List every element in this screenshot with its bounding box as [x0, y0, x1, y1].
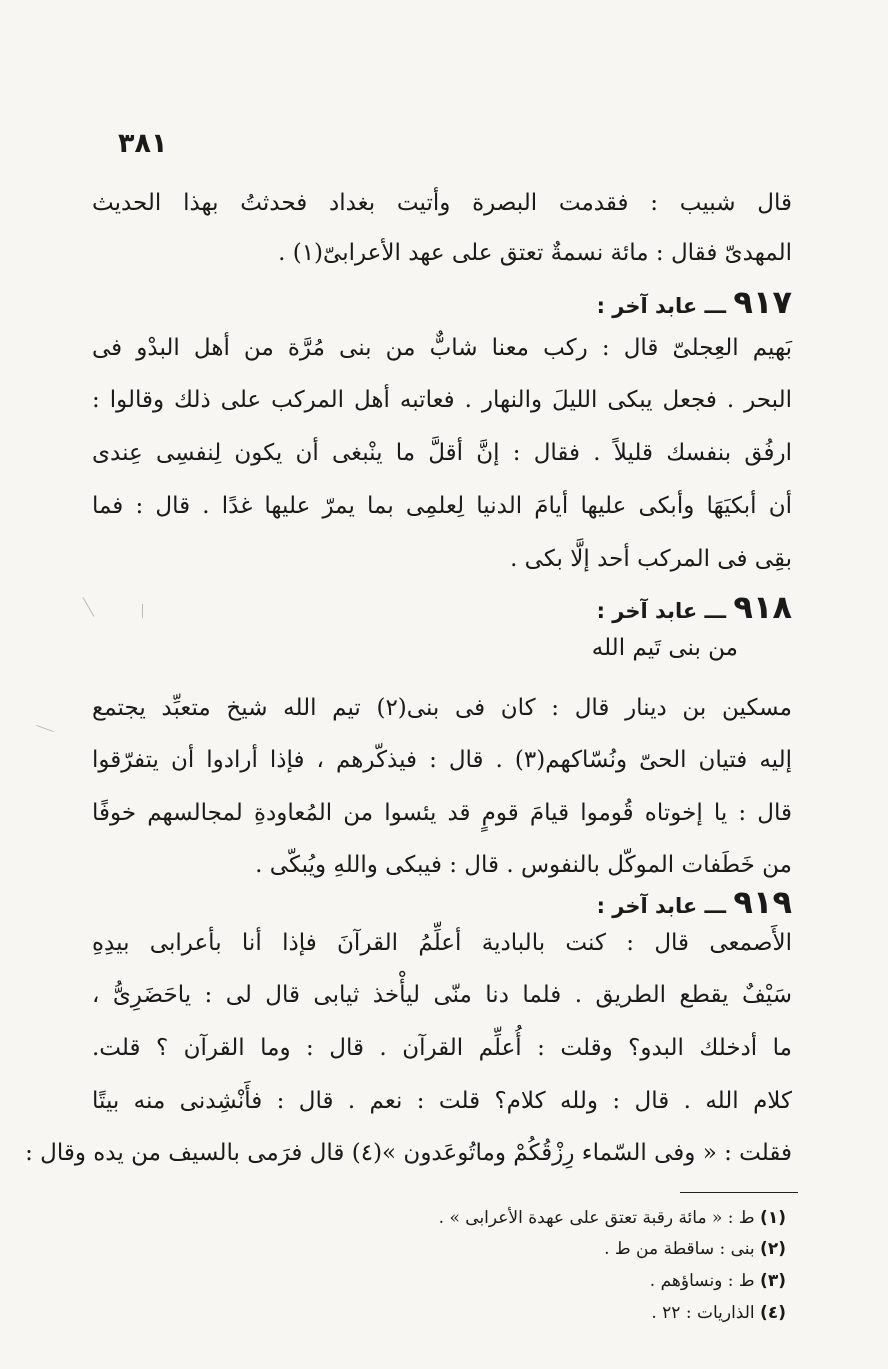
text-line: أن أبكيَهَا وأبكى عليها أيامَ الدنيا لِعلمِى بما يمرّ عليها غدًا . قال : فما	[92, 493, 792, 519]
text-line: الأَصمعى قال : كنت بالبادية أعلِّمُ القرآنَ فإذا أنا بأعرابى بيدِهِ	[92, 930, 792, 956]
text-line: بَهيم العِجلىّ قال : ركب معنا شابٌّ من بنى مُرَّة من أهل البدْو فى	[92, 335, 792, 361]
text-line: قال : يا إخوتاه قُوموا قيامَ قومٍ قد يئسوا من المُعاودةِ لمجالسهم خوفًا	[92, 800, 792, 826]
text-line: البحر . فجعل يبكى الليلَ والنهار . فعاتبه أهل المركب على ذلك وقالوا :	[92, 387, 792, 413]
footnote-number: (١)	[760, 1208, 786, 1228]
footnote-text: بنى : ساقطة من ط .	[604, 1239, 755, 1259]
footnote-number: (٤)	[760, 1303, 786, 1323]
footnote-text: الذاريات : ٢٢ .	[651, 1303, 755, 1323]
scan-mark	[142, 604, 143, 618]
text-line: المهدىّ فقال : مائة نسمةٌ تعتق على عهد الأعرابىّ(١) .	[278, 240, 792, 266]
text-line: بقِى فى المركب أحد إلَّا بكى .	[510, 546, 792, 572]
section-title: ـــ عابد آخر :	[596, 894, 727, 918]
footnote	[92, 1271, 792, 1291]
section-number: ٩١٧	[733, 283, 792, 321]
section-number: ٩١٨	[733, 588, 792, 626]
text-line: إليه فتيان الحىّ ونُسّاكهم(٣) . قال : فيذكّرهم ، فإذا أرادوا أن يتفرّقوا	[92, 747, 792, 773]
footnote-number: (٣)	[760, 1271, 786, 1291]
footnote	[92, 1239, 792, 1259]
scan-mark	[36, 725, 53, 732]
section-subtitle: من بنى تَيم الله	[591, 635, 738, 661]
section-title: ـــ عابد آخر :	[596, 599, 727, 623]
footnote-divider	[680, 1192, 798, 1193]
text-line: سَيْفٌ يقطع الطريق . فلما دنا منّى ليأْخذ ثيابى قال لى : ياحَضَرِىُّ ،	[92, 982, 792, 1008]
text-line: ما أدخلك البدو؟ وقلت : أُعلِّم القرآن . قال : وما القرآن ؟ قلت.	[92, 1035, 792, 1061]
section-heading	[92, 283, 792, 321]
page-number: ٣٨١	[118, 128, 168, 159]
section-title: ـــ عابد آخر :	[596, 294, 727, 318]
text-line: من خَطَفات الموكّل بالنفوس . قال : فيبكى واللهِ ويُبكّى .	[255, 852, 792, 878]
footnote-text: ط : ونساؤهم .	[649, 1271, 755, 1291]
footnote-number: (٢)	[760, 1239, 786, 1259]
text-line: مسكين بن دينار قال : كان فى بنى(٢) تيم الله شيخ متعبِّد يجتمع	[92, 695, 792, 721]
footnote	[92, 1208, 792, 1228]
footnote-text: ط : « مائة رقبة تعتق على عهدة الأعرابى » .	[438, 1208, 755, 1228]
text-line: كلام الله . قال : ولله كلام؟ قلت : نعم . قال : فأَنْشِدنى منه بيتًا	[92, 1088, 792, 1114]
text-line: ارفُق بنفسك قليلاً . فقال : إنَّ أقلَّ ما ينْبغى أن يكون لِنفسِى عِندى	[92, 440, 792, 466]
section-number: ٩١٩	[733, 883, 792, 921]
text-line: فقلت : « وفى السّماء رِزْقُكُمْ وماتُوعَدون »(٤) قال فرَمى بالسيف من يده وقال :	[25, 1140, 792, 1166]
footnote	[92, 1303, 792, 1323]
text-line: قال شبيب : فقدمت البصرة وأتيت بغداد فحدثتُ بهذا الحديث	[92, 190, 792, 216]
section-heading	[92, 588, 792, 626]
section-heading	[92, 883, 792, 921]
